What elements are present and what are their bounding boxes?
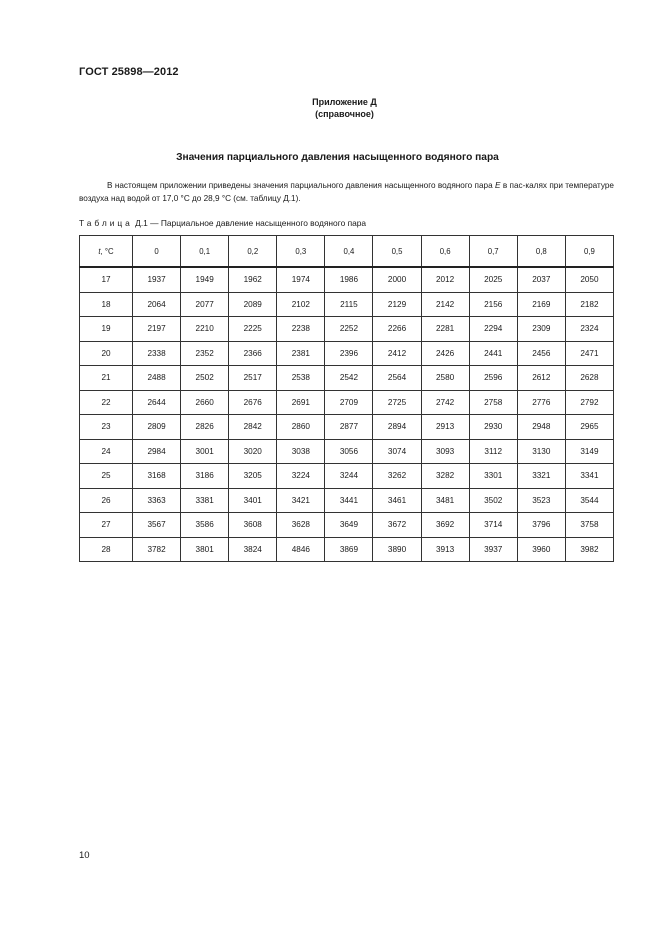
page-number: 10: [79, 850, 90, 861]
paragraph-part-2: в пас-калях при температуре воздуха над водой от 17,0 °С до 28,9 °С (см. таблицу Д.1).: [79, 181, 614, 203]
pressure-value-cell: 2860: [277, 415, 325, 440]
pressure-value-cell: 3692: [421, 513, 469, 538]
pressure-value-cell: 2281: [421, 317, 469, 342]
pressure-value-cell: 3282: [421, 464, 469, 489]
pressure-value-cell: 3586: [181, 513, 229, 538]
pressure-value-cell: 3149: [565, 439, 613, 464]
pressure-value-cell: 2324: [565, 317, 613, 342]
pressure-value-cell: 2965: [565, 415, 613, 440]
table-body: [80, 267, 614, 562]
pressure-value-cell: 2089: [229, 292, 277, 317]
pressure-value-cell: 2564: [373, 366, 421, 391]
pressure-value-cell: 2366: [229, 341, 277, 366]
pressure-value-cell: 3020: [229, 439, 277, 464]
pressure-value-cell: 1937: [133, 267, 181, 292]
pressure-value-cell: 3982: [565, 537, 613, 562]
column-header: 0,3: [277, 236, 325, 268]
row-temperature-cell: 25: [80, 464, 133, 489]
column-header: 0,2: [229, 236, 277, 268]
document-standard-header: ГОСТ 25898—2012: [79, 66, 179, 78]
pressure-value-cell: 3628: [277, 513, 325, 538]
pressure-value-cell: 3544: [565, 488, 613, 513]
pressure-value-cell: 2612: [517, 366, 565, 391]
column-header: 0,7: [469, 236, 517, 268]
temperature-unit: , °С: [100, 246, 114, 256]
intro-paragraph: [79, 179, 614, 205]
pressure-value-cell: 2644: [133, 390, 181, 415]
table-caption-label: Таблица: [79, 218, 133, 228]
temperature-column-header: [80, 236, 133, 268]
pressure-value-cell: 3523: [517, 488, 565, 513]
table-row: [80, 317, 614, 342]
table-caption-text: Д.1 — Парциальное давление насыщенного водяного пара: [132, 218, 367, 228]
pressure-value-cell: 2037: [517, 267, 565, 292]
pressure-value-cell: 3960: [517, 537, 565, 562]
pressure-value-cell: 2238: [277, 317, 325, 342]
pressure-value-cell: 2488: [133, 366, 181, 391]
table-row: [80, 513, 614, 538]
pressure-value-cell: 4846: [277, 537, 325, 562]
pressure-value-cell: 2948: [517, 415, 565, 440]
pressure-value-cell: 2012: [421, 267, 469, 292]
pressure-value-cell: 2077: [181, 292, 229, 317]
paragraph-part-1: В настоящем приложении приведены значения парциального давления насыщенного водяного пара: [107, 181, 496, 190]
pressure-value-cell: 3502: [469, 488, 517, 513]
pressure-value-cell: 3481: [421, 488, 469, 513]
pressure-value-cell: 2338: [133, 341, 181, 366]
pressure-value-cell: 2538: [277, 366, 325, 391]
pressure-value-cell: 3363: [133, 488, 181, 513]
pressure-value-cell: 2197: [133, 317, 181, 342]
pressure-value-cell: 2809: [133, 415, 181, 440]
pressure-value-cell: 2725: [373, 390, 421, 415]
pressure-value-cell: 2502: [181, 366, 229, 391]
pressure-value-cell: 2471: [565, 341, 613, 366]
pressure-value-cell: 3672: [373, 513, 421, 538]
pressure-value-cell: 3224: [277, 464, 325, 489]
pressure-value-cell: 2396: [325, 341, 373, 366]
pressure-value-cell: 3093: [421, 439, 469, 464]
pressure-value-cell: 2412: [373, 341, 421, 366]
pressure-value-cell: 2352: [181, 341, 229, 366]
pressure-value-cell: 1986: [325, 267, 373, 292]
appendix-title: Приложение Д: [312, 97, 377, 107]
pressure-value-cell: 2676: [229, 390, 277, 415]
pressure-value-cell: 2776: [517, 390, 565, 415]
pressure-value-cell: 2842: [229, 415, 277, 440]
pressure-value-cell: 3796: [517, 513, 565, 538]
pressure-value-cell: 3567: [133, 513, 181, 538]
pressure-value-cell: 1949: [181, 267, 229, 292]
pressure-value-cell: 2050: [565, 267, 613, 292]
pressure-value-cell: 3168: [133, 464, 181, 489]
pressure-value-cell: 2930: [469, 415, 517, 440]
pressure-value-cell: 3461: [373, 488, 421, 513]
pressure-value-cell: 3401: [229, 488, 277, 513]
pressure-value-cell: 2294: [469, 317, 517, 342]
pressure-value-cell: 2169: [517, 292, 565, 317]
pressure-value-cell: 3714: [469, 513, 517, 538]
column-header: 0: [133, 236, 181, 268]
pressure-value-cell: 2225: [229, 317, 277, 342]
pressure-value-cell: 2456: [517, 341, 565, 366]
row-temperature-cell: 19: [80, 317, 133, 342]
column-header: 0,9: [565, 236, 613, 268]
pressure-value-cell: 2691: [277, 390, 325, 415]
pressure-value-cell: 2542: [325, 366, 373, 391]
pressure-value-cell: 2792: [565, 390, 613, 415]
table-header-row: [80, 236, 614, 268]
row-temperature-cell: 27: [80, 513, 133, 538]
column-header: 0,4: [325, 236, 373, 268]
section-title: Значения парциального давления насыщенного водяного пара: [176, 152, 499, 163]
pressure-value-cell: 3056: [325, 439, 373, 464]
pressure-value-cell: 2142: [421, 292, 469, 317]
pressure-value-cell: 3649: [325, 513, 373, 538]
row-temperature-cell: 21: [80, 366, 133, 391]
pressure-value-cell: 2252: [325, 317, 373, 342]
pressure-value-cell: 3421: [277, 488, 325, 513]
table-row: [80, 537, 614, 562]
pressure-value-cell: 2210: [181, 317, 229, 342]
pressure-value-cell: 3890: [373, 537, 421, 562]
pressure-value-cell: 3301: [469, 464, 517, 489]
column-header: 0,8: [517, 236, 565, 268]
pressure-value-cell: 1962: [229, 267, 277, 292]
pressure-value-cell: 3608: [229, 513, 277, 538]
row-temperature-cell: 22: [80, 390, 133, 415]
row-temperature-cell: 20: [80, 341, 133, 366]
pressure-value-cell: 2309: [517, 317, 565, 342]
pressure-value-cell: 3112: [469, 439, 517, 464]
table-row: [80, 267, 614, 292]
temperature-symbol: t: [98, 246, 101, 256]
pressure-value-cell: 3130: [517, 439, 565, 464]
pressure-value-cell: 3937: [469, 537, 517, 562]
pressure-value-cell: 2381: [277, 341, 325, 366]
table-row: [80, 341, 614, 366]
table-row: [80, 390, 614, 415]
pressure-value-cell: 3038: [277, 439, 325, 464]
table-row: [80, 488, 614, 513]
pressure-value-cell: 2000: [373, 267, 421, 292]
pressure-value-cell: 3913: [421, 537, 469, 562]
pressure-value-cell: 2877: [325, 415, 373, 440]
table-caption: [79, 218, 366, 228]
row-temperature-cell: 28: [80, 537, 133, 562]
row-temperature-cell: 26: [80, 488, 133, 513]
pressure-value-cell: 2129: [373, 292, 421, 317]
pressure-value-cell: 2182: [565, 292, 613, 317]
pressure-value-cell: 2913: [421, 415, 469, 440]
appendix-subtitle: (справочное): [315, 109, 374, 119]
pressure-value-cell: 2826: [181, 415, 229, 440]
pressure-symbol: E: [495, 181, 501, 190]
pressure-value-cell: 2426: [421, 341, 469, 366]
row-temperature-cell: 17: [80, 267, 133, 292]
pressure-value-cell: 3186: [181, 464, 229, 489]
pressure-value-cell: 2984: [133, 439, 181, 464]
pressure-value-cell: 2628: [565, 366, 613, 391]
pressure-value-cell: 2102: [277, 292, 325, 317]
pressure-value-cell: 2894: [373, 415, 421, 440]
pressure-value-cell: 3758: [565, 513, 613, 538]
pressure-value-cell: 2441: [469, 341, 517, 366]
pressure-value-cell: 3381: [181, 488, 229, 513]
pressure-value-cell: 3341: [565, 464, 613, 489]
pressure-table: [79, 235, 614, 562]
pressure-value-cell: 3824: [229, 537, 277, 562]
table-row: [80, 415, 614, 440]
table-row: [80, 439, 614, 464]
pressure-value-cell: 3205: [229, 464, 277, 489]
column-header: 0,5: [373, 236, 421, 268]
column-header: 0,6: [421, 236, 469, 268]
pressure-value-cell: 3244: [325, 464, 373, 489]
pressure-value-cell: 3321: [517, 464, 565, 489]
table-row: [80, 366, 614, 391]
pressure-value-cell: 3262: [373, 464, 421, 489]
table-row: [80, 292, 614, 317]
pressure-value-cell: 2025: [469, 267, 517, 292]
pressure-value-cell: 3869: [325, 537, 373, 562]
pressure-value-cell: 2742: [421, 390, 469, 415]
column-header: 0,1: [181, 236, 229, 268]
pressure-value-cell: 3782: [133, 537, 181, 562]
pressure-value-cell: 2517: [229, 366, 277, 391]
table-row: [80, 464, 614, 489]
pressure-value-cell: 2156: [469, 292, 517, 317]
pressure-value-cell: 2660: [181, 390, 229, 415]
pressure-value-cell: 1974: [277, 267, 325, 292]
pressure-value-cell: 2596: [469, 366, 517, 391]
pressure-value-cell: 2758: [469, 390, 517, 415]
row-temperature-cell: 23: [80, 415, 133, 440]
pressure-value-cell: 3074: [373, 439, 421, 464]
pressure-value-cell: 2064: [133, 292, 181, 317]
row-temperature-cell: 24: [80, 439, 133, 464]
row-temperature-cell: 18: [80, 292, 133, 317]
pressure-value-cell: 2115: [325, 292, 373, 317]
pressure-value-cell: 2580: [421, 366, 469, 391]
pressure-value-cell: 3001: [181, 439, 229, 464]
pressure-value-cell: 2709: [325, 390, 373, 415]
pressure-value-cell: 3801: [181, 537, 229, 562]
pressure-value-cell: 2266: [373, 317, 421, 342]
pressure-value-cell: 3441: [325, 488, 373, 513]
